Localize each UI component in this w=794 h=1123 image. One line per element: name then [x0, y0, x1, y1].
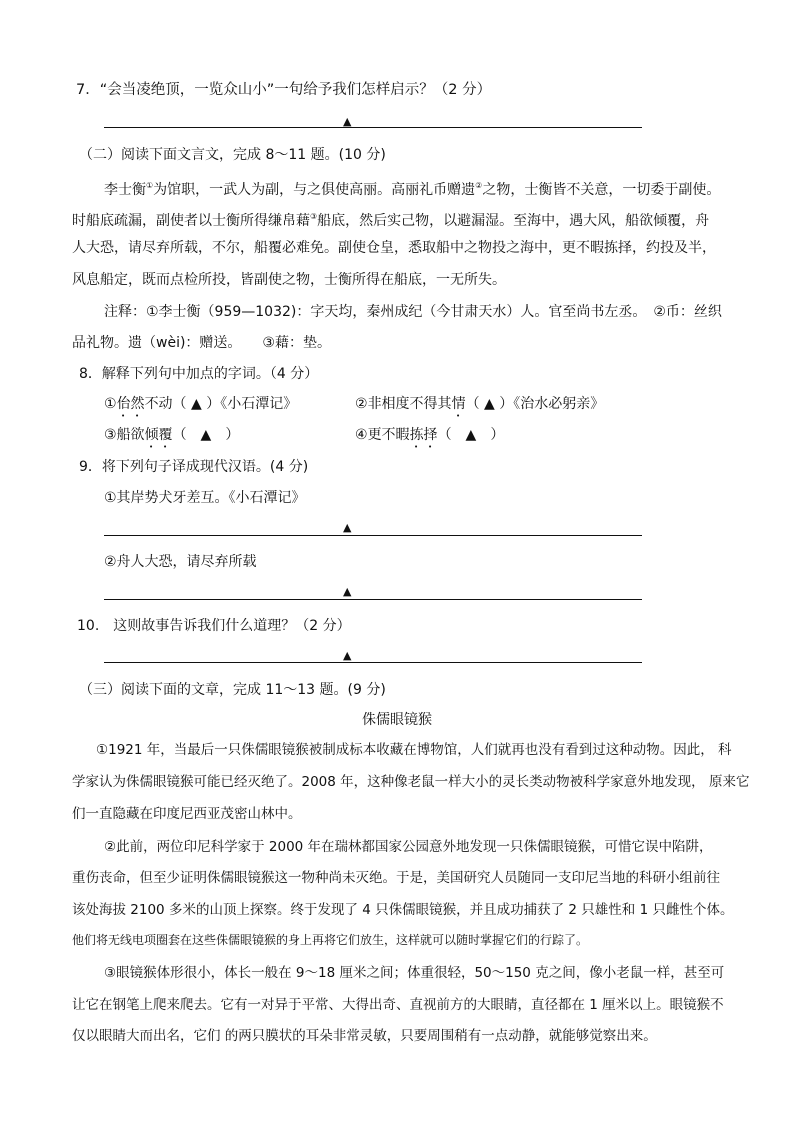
passage-line: 李士衡①为馆职，一武人为副，与之俱使高丽。高丽礼币赠遗②之物，士衡皆不关意，一切委于副使。	[104, 181, 721, 198]
answer-line[interactable]	[104, 535, 642, 536]
article-line: 学家认为侏儒眼镜猴可能已经灭绝了。2008 年，这种像老鼠一样大小的灵长类动物被科学家意外地发现， 原来它	[72, 774, 750, 790]
section-3-heading: （三）阅读下面的文章，完成 11～13 题。(9 分)	[79, 682, 386, 698]
article-title: 侏儒眼镜猴	[362, 712, 432, 728]
answer-mark: ▲	[343, 585, 352, 598]
annotation-line: 注释：①李士衡（959—1032)：字天均，秦州成纪（今甘肃天水）人。官至尚书左丞。 ②币：丝织	[104, 304, 722, 320]
answer-line[interactable]	[104, 127, 642, 128]
article-line: ②此前，两位印尼科学家于 2000 年在瑞林都国家公园意外地发现一只侏儒眼镜猴，可惜它误中陷阱，	[104, 839, 713, 855]
article-line: 让它在钢笔上爬来爬去。它有一对异于平常、大得出奇、直视前方的大眼睛，直径都在 1 厘米以上。眼镜猴不	[72, 997, 724, 1013]
answer-line[interactable]	[104, 662, 642, 663]
article-line: 他们将无线电项圈套在这些侏儒眼镜猴的身上再将它们放生，这样就可以随时掌握它们的行踪了。	[72, 933, 589, 947]
article-line: 们一直隐藏在印度尼西亚茂密山林中。	[72, 806, 302, 822]
passage-line: 时船底疏漏，副使者以士衡所得缣帛藉③船底，然后实己物，以避漏湿。至海中，遇大风，船欲倾覆，舟	[72, 212, 710, 229]
answer-mark: ▲	[343, 649, 352, 662]
translation-item: ①其岸势犬牙差互。《小石潭记》	[104, 490, 306, 506]
answer-mark: ▲	[343, 521, 352, 534]
answer-mark: ▲	[343, 115, 352, 128]
article-line: 该处海拔 2100 多米的山顶上探察。终于发现了 4 只侏儒眼镜猴，并且成功捕获了 2 只雄性和 1 只雌性个体。	[72, 902, 734, 918]
article-line: 重伤丧命，但至少证明侏儒眼镜猴这一物种尚未灭绝。于是，美国研究人员随同一支印尼当地的科研小组前往	[72, 870, 720, 886]
question-8-title: 8．解释下列句中加点的字词。（4 分）	[79, 366, 319, 382]
article-line: 仅以眼睛大而出名，它们 的两只膜状的耳朵非常灵敏，只要周围稍有一点动静，就能够觉察出来。	[72, 1028, 657, 1044]
vocab-item: ①佁然不动（ ▲ ）《小石潭记》	[104, 396, 298, 412]
vocab-item: ④更不暇拣择（ ▲ ）	[355, 427, 505, 443]
article-line: ③眼镜猴体形很小，体长一般在 9～18 厘米之间；体重很轻，50～150 克之间，像小老鼠一样，甚至可	[104, 965, 725, 981]
translation-item: ②舟人大恐，请尽弃所载	[104, 554, 257, 570]
answer-line[interactable]	[104, 599, 642, 600]
vocab-item: ②非相度不得其情（ ▲ ）《治水必躬亲》	[355, 396, 605, 412]
vocab-item: ③船欲倾覆（ ▲ ）	[104, 427, 240, 443]
passage-line: 人大恐，请尽弃所载，不尔，船覆必难免。副使仓皇，悉取船中之物投之海中，更不暇拣择，约投及半，	[72, 240, 716, 256]
article-line: ①1921 年，当最后一只侏儒眼镜猴被制成标本收藏在博物馆，人们就再也没有看到过这种动物。因此， 科	[96, 742, 732, 758]
question-9-title: 9．将下列句子译成现代汉语。(4 分)	[79, 459, 309, 475]
question-10-text: 10. 这则故事告诉我们什么道理？（2 分）	[77, 618, 351, 634]
passage-line: 风息船定，既而点检所投，皆副使之物，士衡所得在船底，一无所失。	[72, 272, 506, 288]
annotation-line: 品礼物。遗（wèi)：赠送。 ③藉：垫。	[72, 335, 331, 351]
section-2-heading: （二）阅读下面文言文，完成 8～11 题。(10 分)	[79, 147, 386, 163]
question-7-text: 7．“会当凌绝顶，一览众山小”一句给予我们怎样启示？（2 分）	[76, 82, 492, 98]
